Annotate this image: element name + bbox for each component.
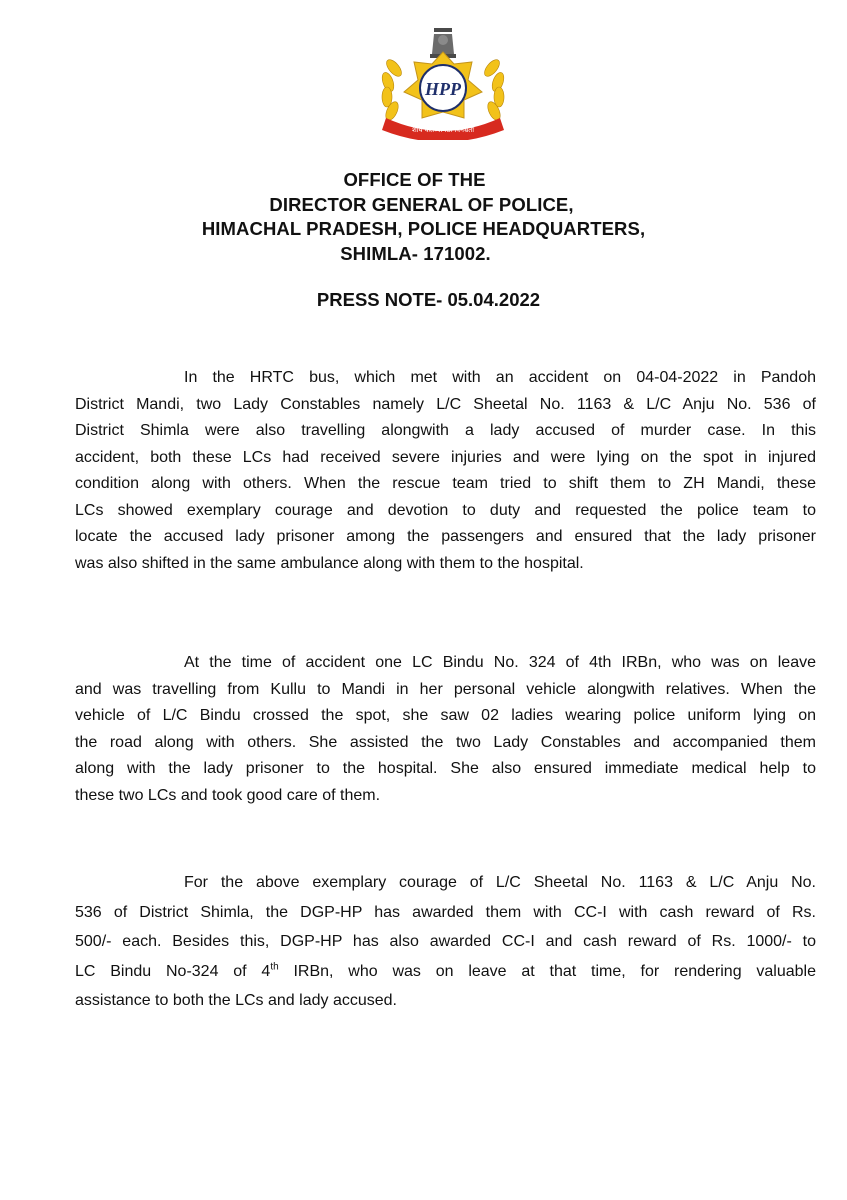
- paragraph-3-line: assistance to both the LCs and lady accused.: [75, 992, 397, 1009]
- paragraph-3-line4-end: IRBn, who was on leave at that time, for rendering valuable: [278, 962, 817, 980]
- paragraph-2-line: vehicle of L/C Bindu crossed the spot, she saw 02 ladies wearing police uniform lying on: [75, 707, 816, 724]
- paragraph-1-line: District Mandi, two Lady Constables namely L/C Sheetal No. 1163 & L/C Anju No. 536 of: [75, 395, 816, 413]
- paragraph-3-line: For the above exemplary courage of L/C Sheetal No. 1163 & L/C Anju No.: [184, 874, 816, 891]
- header-line-3: HIMACHAL PRADESH, POLICE HEADQUARTERS,: [201, 218, 646, 239]
- paragraph-1: [75, 365, 816, 577]
- header-line-1: OFFICE OF THE: [343, 169, 486, 190]
- paragraph-2: [75, 650, 816, 809]
- paragraph-2-line: the road along with others. She assisted the two Lady Constables and accompanied them: [75, 733, 816, 751]
- header-line-4: SHIMLA- 171002.: [340, 242, 491, 264]
- paragraph-1-line: In the HRTC bus, which met with an accident on 04-04-2022 in Pandoh: [184, 369, 816, 386]
- press-note-title: PRESS NOTE- 05.04.2022: [316, 289, 541, 310]
- paragraph-2-line: along with the lady prisoner to the hospital. She also ensured immediate medical help to: [75, 760, 816, 777]
- motto-ribbon: [382, 118, 504, 140]
- paragraph-3-line: 536 of District Shimla, the DGP-HP has awarded them with CC-I with cash reward of Rs.: [75, 903, 816, 921]
- paragraph-1-line: locate the accused lady prisoner among the passengers and ensured that the lady prisoner: [75, 528, 816, 545]
- paragraph-3-line4-start: LC Bindu No-324 of 4: [75, 962, 271, 980]
- paragraph-1-line: condition along with others. When the rescue team tried to shift them to ZH Mandi, these: [75, 475, 816, 492]
- office-header: [0, 168, 847, 266]
- header-line-2: DIRECTOR GENERAL OF POLICE,: [269, 193, 574, 215]
- paragraph-1-line: LCs showed exemplary courage and devotion to duty and requested the police team to: [75, 501, 816, 519]
- svg-text:शौर्य कर्तव्यनिष्ठा विनम्रता: शौर्य कर्तव्यनिष्ठा विनम्रता: [411, 126, 475, 134]
- paragraph-1-line: was also shifted in the same ambulance along with them to the hospital.: [75, 554, 584, 572]
- hpp-police-emblem-logo: [372, 22, 514, 140]
- paragraph-1-line: District Shimla were also travelling alongwith a lady accused of murder case. In this: [75, 422, 816, 439]
- police-star-icon: [404, 52, 482, 118]
- ordinal-superscript: th: [270, 961, 279, 973]
- paragraph-3-line: 500/- each. Besides this, DGP-HP has also awarded CC-I and cash reward of Rs. 1000/- to: [75, 933, 816, 950]
- paragraph-2-line: these two LCs and took good care of them.: [75, 786, 381, 804]
- paragraph-2-line: At the time of accident one LC Bindu No. 324 of 4th IRBn, who was on leave: [184, 654, 816, 671]
- paragraph-2-line: and was travelling from Kullu to Mandi in her personal vehicle alongwith relatives. When the: [75, 680, 816, 698]
- paragraph-1-line: accident, both these LCs had received severe injuries and were lying on the spot in injured: [75, 448, 816, 466]
- svg-text:HPP: HPP: [425, 79, 461, 99]
- paragraph-3: [75, 868, 816, 1016]
- paragraph-3-line: [75, 957, 816, 987]
